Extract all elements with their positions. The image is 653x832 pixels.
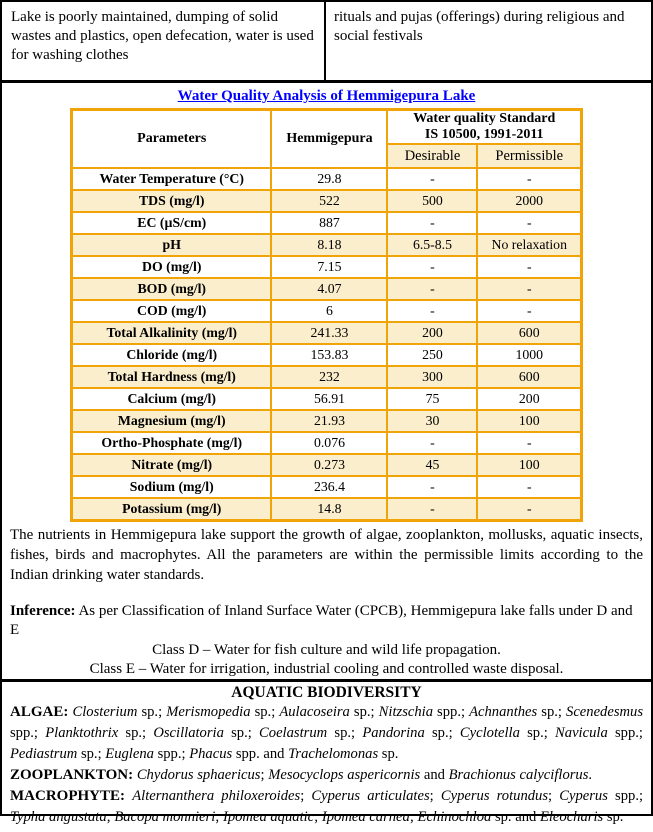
lake-value-cell: 7.15 xyxy=(271,256,387,278)
table-row xyxy=(71,366,581,388)
species-separator: . xyxy=(588,766,593,783)
biodiversity-entry xyxy=(10,765,643,786)
field-note-right xyxy=(326,2,651,80)
lake-value-cell: 153.83 xyxy=(271,344,387,366)
water-quality-rows xyxy=(71,168,581,520)
inference-text: As per Classification of Inland Surface Water (CPCB), Hemmigepura lake falls under D and E xyxy=(10,602,633,638)
species-name: Cyclotella xyxy=(459,725,520,742)
species-separator: and xyxy=(420,766,449,783)
parameter-cell: Sodium (mg/l) xyxy=(71,476,271,498)
header-standard-line2: IS 10500, 1991-2011 xyxy=(424,127,544,143)
water-quality-title: Water Quality Analysis of Hemmigepura Lake xyxy=(177,88,476,104)
species-separator: sp.; xyxy=(223,725,260,742)
lake-value-cell: 56.91 xyxy=(271,388,387,410)
species-separator: sp.; xyxy=(537,703,567,720)
lake-value-cell: 887 xyxy=(271,212,387,234)
species-separator: ; xyxy=(106,809,115,826)
parameter-cell: Nitrate (mg/l) xyxy=(71,454,271,476)
species-name: Closterium xyxy=(72,703,138,720)
species-name: Planktothrix xyxy=(45,725,119,742)
table-row xyxy=(71,300,581,322)
desirable-value-cell: 75 xyxy=(387,388,477,410)
permissible-value-cell: - xyxy=(477,498,581,520)
species-separator: sp.; xyxy=(118,725,154,742)
lake-value-cell: 0.273 xyxy=(271,454,387,476)
header-standard-group xyxy=(387,110,581,145)
desirable-value-cell: - xyxy=(387,278,477,300)
species-separator: sp.; xyxy=(349,703,379,720)
biodiversity-entry-label: MACROPHYTE: xyxy=(10,787,133,804)
species-separator: sp. and xyxy=(491,809,540,826)
permissible-value-cell: - xyxy=(477,432,581,454)
lake-value-cell: 0.076 xyxy=(271,432,387,454)
lake-value-cell: 232 xyxy=(271,366,387,388)
inference-paragraph xyxy=(10,602,643,641)
permissible-value-cell: - xyxy=(477,168,581,190)
species-name: Echinochloa xyxy=(417,809,492,826)
lake-value-cell: 6 xyxy=(271,300,387,322)
lake-value-cell: 236.4 xyxy=(271,476,387,498)
species-separator: sp. xyxy=(378,745,399,762)
parameter-cell: Chloride (mg/l) xyxy=(71,344,271,366)
desirable-value-cell: 500 xyxy=(387,190,477,212)
table-row xyxy=(71,410,581,432)
species-separator: sp.; xyxy=(137,703,167,720)
lake-value-cell: 522 xyxy=(271,190,387,212)
species-separator: sp.; xyxy=(424,725,460,742)
species-separator: ; xyxy=(215,809,223,826)
permissible-value-cell: 600 xyxy=(477,322,581,344)
desirable-value-cell: - xyxy=(387,476,477,498)
species-separator: spp.; xyxy=(607,787,644,804)
desirable-value-cell: 250 xyxy=(387,344,477,366)
class-d-line: Class D – Water for fish culture and wild life propagation. xyxy=(152,641,501,658)
biodiversity-entry-label: ZOOPLANKTON: xyxy=(10,766,137,783)
desirable-value-cell: 45 xyxy=(387,454,477,476)
species-separator: ; xyxy=(429,787,441,804)
species-name: Cyperus xyxy=(559,787,608,804)
permissible-value-cell: - xyxy=(477,212,581,234)
permissible-value-cell: 1000 xyxy=(477,344,581,366)
permissible-value-cell: No relaxation xyxy=(477,234,581,256)
permissible-value-cell: 100 xyxy=(477,410,581,432)
species-name: Typha angustata xyxy=(10,809,107,826)
parameter-cell: pH xyxy=(71,234,271,256)
species-separator: sp. xyxy=(603,809,624,826)
parameter-cell: Total Hardness (mg/l) xyxy=(71,366,271,388)
water-quality-table xyxy=(70,108,583,522)
desirable-value-cell: 200 xyxy=(387,322,477,344)
water-quality-section xyxy=(2,83,651,679)
table-row xyxy=(71,388,581,410)
parameter-cell: Magnesium (mg/l) xyxy=(71,410,271,432)
species-separator: sp.; xyxy=(327,725,363,742)
lake-value-cell: 4.07 xyxy=(271,278,387,300)
aquatic-biodiversity-header: AQUATIC BIODIVERSITY xyxy=(231,683,422,701)
desirable-value-cell: - xyxy=(387,432,477,454)
species-name: Phacus xyxy=(189,745,233,762)
species-name: Cyperus rotundus xyxy=(440,787,549,804)
parameter-cell: Ortho-Phosphate (mg/l) xyxy=(71,432,271,454)
table-row xyxy=(71,168,581,190)
desirable-value-cell: 6.5-8.5 xyxy=(387,234,477,256)
species-name: Euglena xyxy=(105,745,154,762)
parameter-cell: COD (mg/l) xyxy=(71,300,271,322)
parameter-cell: EC (µS/cm) xyxy=(71,212,271,234)
lake-value-cell: 29.8 xyxy=(271,168,387,190)
species-name: Scenedesmus xyxy=(566,703,644,720)
species-name: Brachionus calyciflorus xyxy=(448,766,589,783)
lake-value-cell: 241.33 xyxy=(271,322,387,344)
desirable-value-cell: - xyxy=(387,168,477,190)
desirable-value-cell: - xyxy=(387,212,477,234)
desirable-value-cell: - xyxy=(387,256,477,278)
table-row xyxy=(71,476,581,498)
table-row xyxy=(71,234,581,256)
nutrients-paragraph: The nutrients in Hemmigepura lake support the growth of algae, zooplankton, mollusks, aquatic insects, fishes, birds and macrophytes. All the parameters are within the permissible limits according to the Indian drinking water standards. xyxy=(10,526,643,583)
species-name: Eleocharis xyxy=(539,809,604,826)
species-separator: sp.; xyxy=(77,745,106,762)
species-name: Coelastrum xyxy=(259,725,328,742)
biodiversity-entry xyxy=(10,786,643,828)
permissible-value-cell: 200 xyxy=(477,388,581,410)
species-separator: spp. and xyxy=(232,745,289,762)
header-permissible: Permissible xyxy=(477,144,581,168)
species-separator: ; xyxy=(300,787,312,804)
table-row xyxy=(71,454,581,476)
lake-value-cell: 21.93 xyxy=(271,410,387,432)
permissible-value-cell: - xyxy=(477,256,581,278)
permissible-value-cell: - xyxy=(477,476,581,498)
species-separator: ; xyxy=(548,787,560,804)
desirable-value-cell: - xyxy=(387,498,477,520)
permissible-value-cell: 600 xyxy=(477,366,581,388)
species-separator: spp.; xyxy=(607,725,643,742)
species-name: Ipomea carnea xyxy=(321,809,410,826)
species-name: Mesocyclops aspericornis xyxy=(268,766,421,783)
species-separator: ; xyxy=(314,809,322,826)
lake-value-cell: 8.18 xyxy=(271,234,387,256)
species-name: Bacopa monnieri xyxy=(114,809,216,826)
species-name: Nitzschia xyxy=(378,703,433,720)
table-row xyxy=(71,322,581,344)
table-header-row xyxy=(71,110,581,145)
table-row xyxy=(71,344,581,366)
species-separator: ; xyxy=(409,809,418,826)
header-standard-line1: Water quality Standard xyxy=(413,111,556,126)
aquatic-biodiversity-section xyxy=(2,679,651,832)
field-notes-row xyxy=(2,2,651,83)
table-row xyxy=(71,256,581,278)
species-name: Cyperus articulates xyxy=(311,787,430,804)
species-name: Alternanthera philoxeroides xyxy=(132,787,301,804)
desirable-value-cell: - xyxy=(387,300,477,322)
header-lake: Hemmigepura xyxy=(271,110,387,169)
species-separator: sp.; xyxy=(250,703,280,720)
species-name: Merismopedia xyxy=(166,703,251,720)
table-row xyxy=(71,190,581,212)
class-e-line: Class E – Water for irrigation, industrial cooling and controlled waste disposal. xyxy=(89,660,564,677)
header-parameters: Parameters xyxy=(71,110,271,169)
field-note-left xyxy=(2,2,326,80)
species-name: Chydorus sphaericus xyxy=(136,766,261,783)
species-name: Pediastrum xyxy=(10,745,78,762)
species-name: Achnanthes xyxy=(469,703,538,720)
species-separator: ; xyxy=(260,766,269,783)
table-row xyxy=(71,212,581,234)
species-name: Aulacoseira xyxy=(279,703,350,720)
species-name: Navicula xyxy=(555,725,608,742)
table-row xyxy=(71,498,581,520)
table-row xyxy=(71,432,581,454)
desirable-value-cell: 30 xyxy=(387,410,477,432)
parameter-cell: Total Alkalinity (mg/l) xyxy=(71,322,271,344)
species-name: Oscillatoria xyxy=(153,725,224,742)
permissible-value-cell: - xyxy=(477,278,581,300)
biodiversity-entries xyxy=(10,702,643,828)
field-note-left-text: Lake is poorly maintained, dumping of solid wastes and plastics, open defecation, water is used for washing clothes xyxy=(11,9,314,64)
parameter-cell: TDS (mg/l) xyxy=(71,190,271,212)
species-separator: spp.; xyxy=(153,745,190,762)
species-separator: sp.; xyxy=(519,725,556,742)
species-name: Pandorina xyxy=(362,725,425,742)
parameter-cell: Potassium (mg/l) xyxy=(71,498,271,520)
field-note-right-text: rituals and pujas (offerings) during religious and social festivals xyxy=(334,9,625,45)
species-name: Trachelomonas xyxy=(288,745,379,762)
biodiversity-entry-label: ALGAE: xyxy=(10,703,73,720)
permissible-value-cell: - xyxy=(477,300,581,322)
lake-value-cell: 14.8 xyxy=(271,498,387,520)
species-separator: spp.; xyxy=(10,725,46,742)
header-desirable: Desirable xyxy=(387,144,477,168)
parameter-cell: Water Temperature (°C) xyxy=(71,168,271,190)
table-row xyxy=(71,278,581,300)
parameter-cell: BOD (mg/l) xyxy=(71,278,271,300)
inference-label: Inference: xyxy=(10,602,76,619)
parameter-cell: Calcium (mg/l) xyxy=(71,388,271,410)
parameter-cell: DO (mg/l) xyxy=(71,256,271,278)
permissible-value-cell: 100 xyxy=(477,454,581,476)
species-name: Ipomea aquatic xyxy=(222,809,315,826)
desirable-value-cell: 300 xyxy=(387,366,477,388)
species-separator: spp.; xyxy=(433,703,470,720)
permissible-value-cell: 2000 xyxy=(477,190,581,212)
biodiversity-entry xyxy=(10,702,643,765)
